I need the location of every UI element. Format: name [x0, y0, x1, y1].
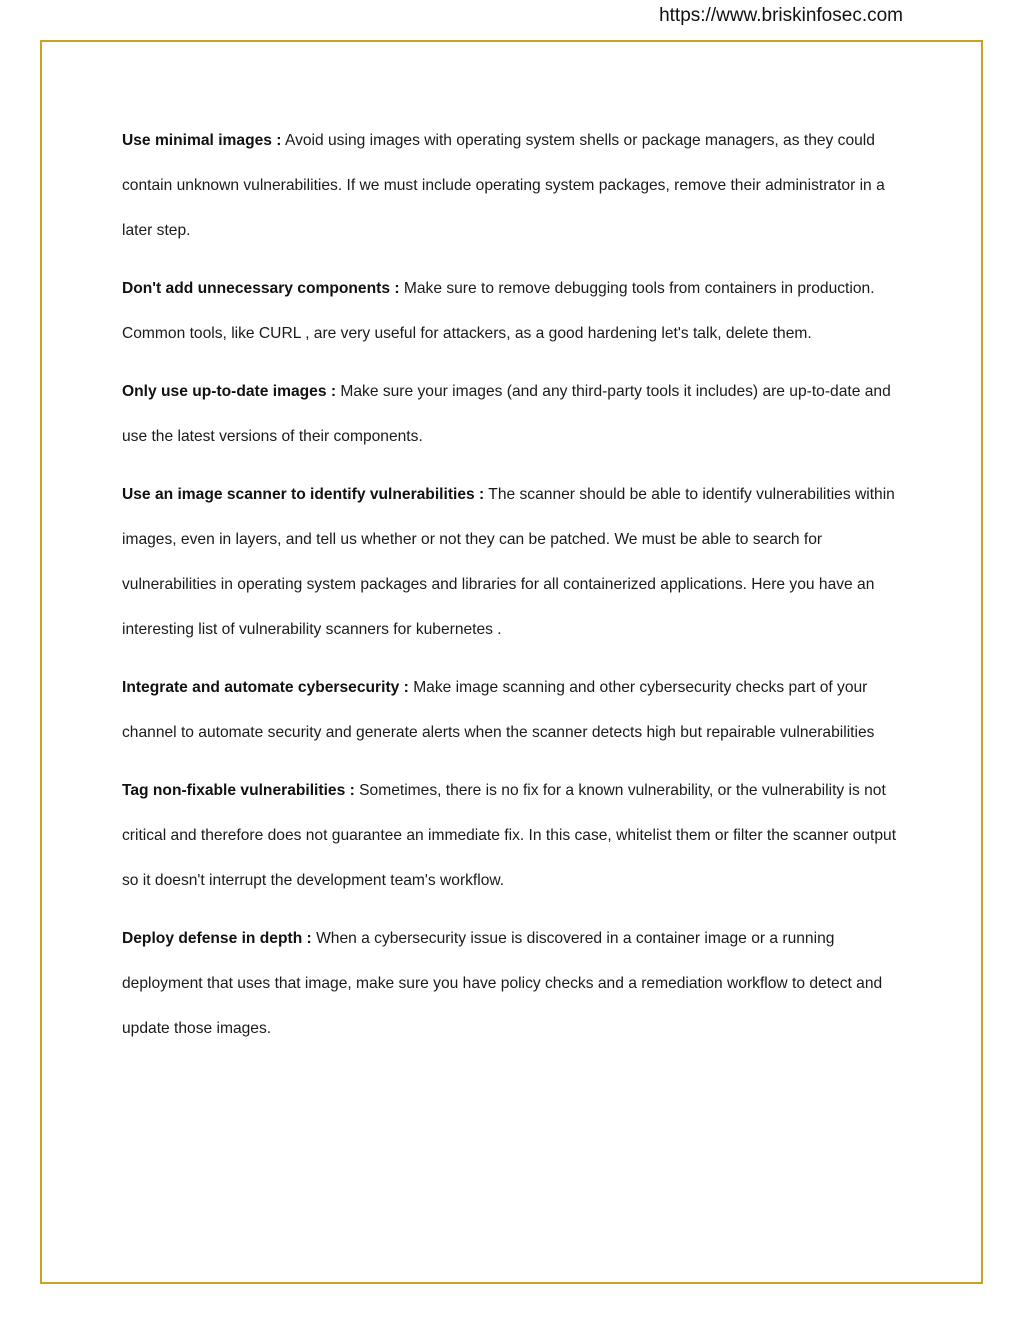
item-text: Avoid using images with operating system shells or package managers, as they could contain unknown vulnerabilities. If we must include operating system packages, remove their administrator in a later step.: [122, 132, 885, 239]
list-item: [122, 665, 912, 755]
item-title: Use an image scanner to identify vulnerabilities :: [122, 486, 485, 503]
document-content: [122, 118, 912, 1064]
item-text: When a cybersecurity issue is discovered in a container image or a running deployment that uses that image, make sure you have policy checks and a remediation workflow to detect and update those images.: [122, 930, 883, 1037]
item-title: Use minimal images :: [122, 132, 282, 149]
item-title: Integrate and automate cybersecurity :: [122, 679, 409, 696]
item-text: Make sure to remove debugging tools from containers in production. Common tools, like CURL , are very useful for attackers, as a good hardening let's talk, delete them.: [122, 280, 875, 342]
item-title: Deploy defense in depth :: [122, 930, 312, 947]
item-text: Sometimes, there is no fix for a known vulnerability, or the vulnerability is not critical and therefore does not guarantee an immediate fix. In this case, whitelist them or filter the scanner output so it doesn't interrupt the development team's workflow.: [122, 782, 897, 889]
list-item: [122, 369, 912, 459]
item-text: Make image scanning and other cybersecurity checks part of your channel to automate security and generate alerts when the scanner detects high but repairable vulnerabilities: [122, 679, 875, 741]
item-title: Only use up-to-date images :: [122, 383, 337, 400]
item-text: Make sure your images (and any third-party tools it includes) are up-to-date and use the latest versions of their components.: [122, 383, 891, 445]
list-item: [122, 472, 912, 652]
list-item: [122, 916, 912, 1051]
item-title: Tag non-fixable vulnerabilities :: [122, 782, 355, 799]
header-url[interactable]: https://www.briskinfosec.com: [659, 5, 903, 26]
item-title: Don't add unnecessary components :: [122, 280, 400, 297]
list-item: [122, 768, 912, 903]
item-text: The scanner should be able to identify vulnerabilities within images, even in layers, and tell us whether or not they can be patched. We must be able to search for vulnerabilities in operating system packages and libraries for all containerized applications. Here you have an interesting list of vulnerability scanners for kubernetes .: [122, 486, 895, 638]
list-item: [122, 118, 912, 253]
list-item: [122, 266, 912, 356]
page-frame: [40, 40, 983, 1284]
